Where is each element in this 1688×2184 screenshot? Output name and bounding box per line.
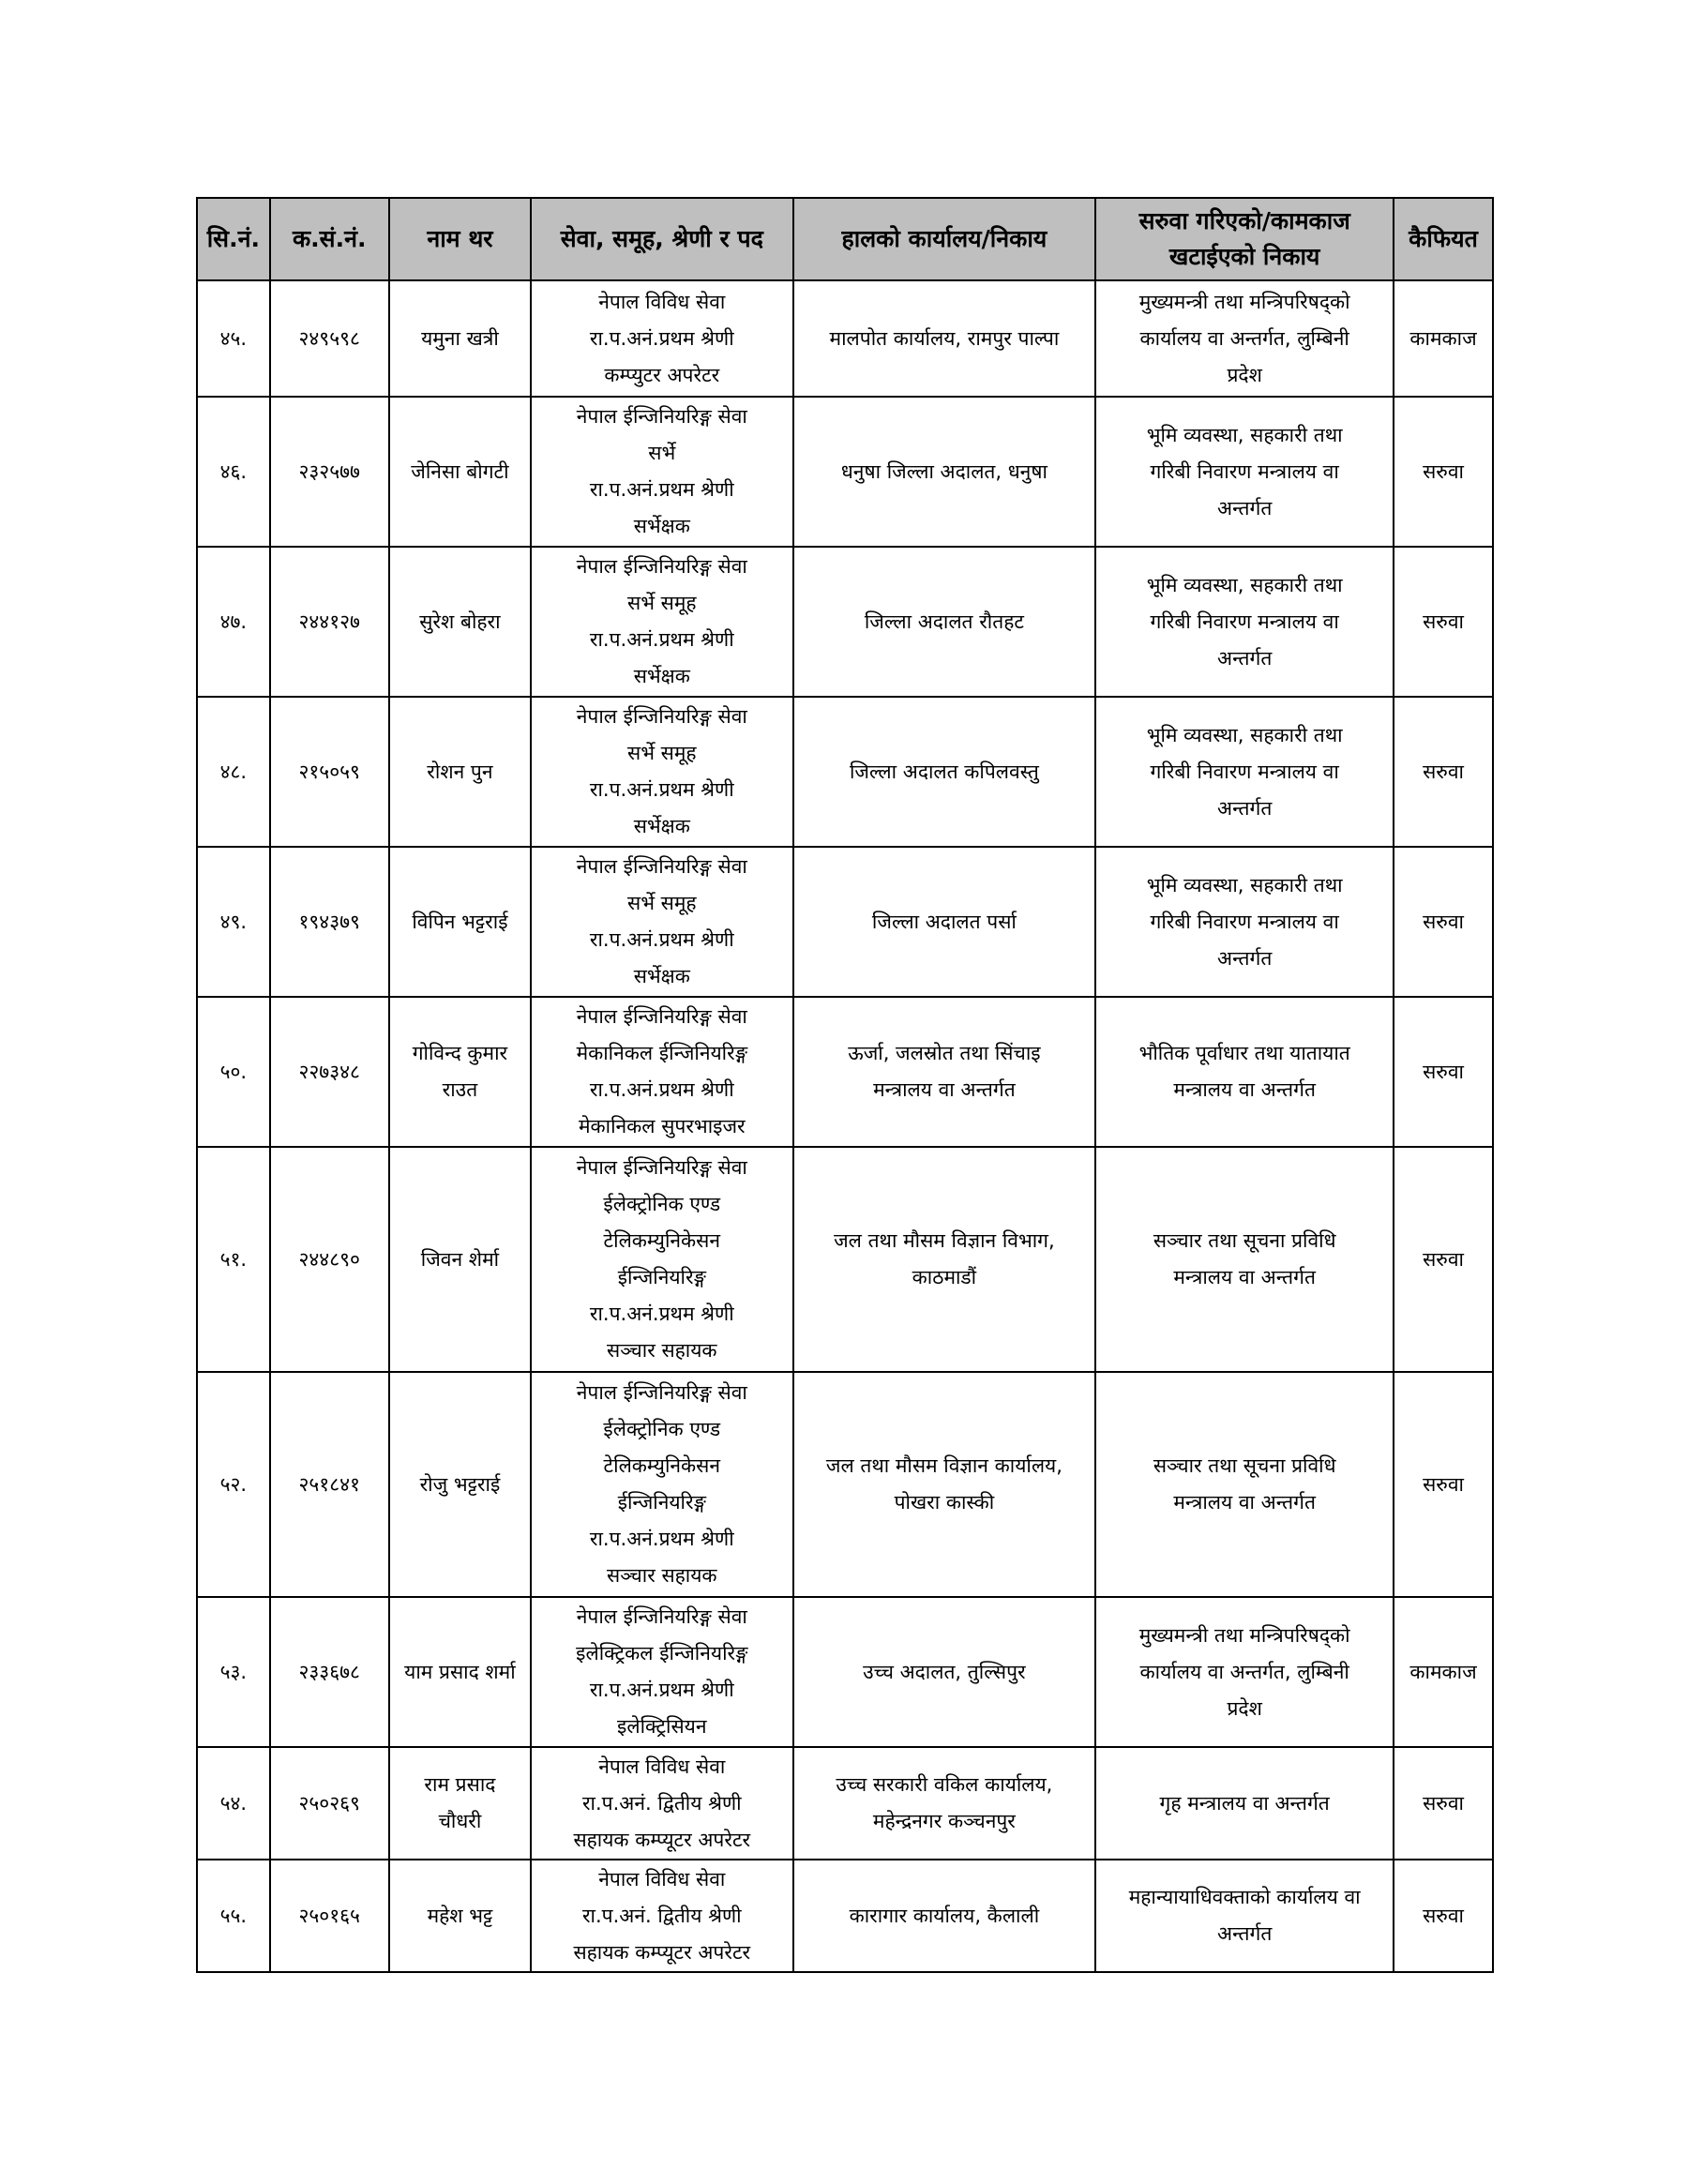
cell-current-office-line: मालपोत कार्यालय, रामपुर पाल्पा — [829, 326, 1060, 350]
table-header-row — [197, 198, 1493, 280]
cell-service-line: सर्भे समूह — [627, 592, 697, 614]
cell-remark: कामकाज — [1394, 280, 1493, 397]
transfer-table — [196, 197, 1494, 1973]
cell-code-no: २३२५७७ — [270, 397, 389, 547]
cell-service-line: नेपाल ईन्जिनियरिङ्ग सेवा — [576, 1005, 747, 1028]
cell-current-office-line: जिल्ला अदालत रौतहट — [864, 610, 1024, 633]
cell-new-office-line: भूमि व्यवस्था, सहकारी तथा — [1146, 723, 1343, 746]
cell-service-line: नेपाल ईन्जिनियरिङ्ग सेवा — [576, 1381, 747, 1404]
cell-name-line: राउत — [442, 1078, 478, 1101]
cell-service-line: रा.प.अनं.प्रथम श्रेणी — [589, 628, 734, 651]
cell-service-line: इलेक्ट्रिसियन — [617, 1715, 707, 1738]
cell-new-office-line: मुख्यमन्त्री तथा मन्त्रिपरिषद्को — [1138, 290, 1350, 313]
cell-new-office — [1095, 1860, 1394, 1972]
cell-service-line: रा.प.अनं.प्रथम श्रेणी — [589, 778, 734, 801]
header-service-group-class-post — [531, 198, 792, 280]
cell-name-line: जिवन शेर्मा — [420, 1247, 500, 1271]
cell-name — [389, 697, 531, 847]
cell-current-office-line: उच्च अदालत, तुल्सिपुर — [863, 1660, 1026, 1683]
cell-service — [531, 1147, 792, 1372]
cell-name — [389, 847, 531, 997]
cell-name — [389, 1147, 531, 1372]
cell-remark: सरुवा — [1394, 397, 1493, 547]
cell-new-office — [1095, 997, 1394, 1147]
header-code-no — [270, 198, 389, 280]
cell-new-office-line: मन्त्रालय वा अन्तर्गत — [1173, 1078, 1316, 1101]
cell-new-office-line: गरिबी निवारण मन्त्रालय वा — [1150, 459, 1339, 483]
cell-code-no: २५०२६९ — [270, 1747, 389, 1860]
cell-name-line: राम प्रसाद — [424, 1773, 496, 1796]
cell-service-line: सहायक कम्प्यूटर अपरेटर — [573, 1940, 751, 1964]
cell-name-line: रोजु भट्टराई — [419, 1472, 501, 1496]
cell-current-office-line: कारागार कार्यालय, कैलाली — [849, 1904, 1040, 1927]
table-row — [197, 280, 1493, 397]
table-row — [197, 997, 1493, 1147]
cell-current-office-line: महेन्द्रनगर कञ्चनपुर — [872, 1810, 1016, 1832]
cell-service-line: ईलेक्ट्रोनिक एण्ड — [603, 1193, 721, 1215]
cell-service — [531, 397, 792, 547]
table-row — [197, 547, 1493, 697]
cell-service-line: नेपाल ईन्जिनियरिङ्ग सेवा — [576, 555, 747, 578]
table-row — [197, 1597, 1493, 1747]
table-row — [197, 1147, 1493, 1372]
cell-service-line: नेपाल ईन्जिनियरिङ्ग सेवा — [576, 705, 747, 728]
cell-service-line: नेपाल ईन्जिनियरिङ्ग सेवा — [576, 1156, 747, 1179]
cell-name — [389, 1597, 531, 1747]
cell-new-office-line: प्रदेश — [1227, 1696, 1262, 1720]
cell-service-line: नेपाल ईन्जिनियरिङ्ग सेवा — [576, 405, 747, 428]
cell-new-office-line: सञ्चार तथा सूचना प्रविधि — [1153, 1229, 1336, 1252]
cell-new-office — [1095, 1747, 1394, 1860]
cell-name — [389, 547, 531, 697]
cell-service-line: रा.प.अनं. द्वितीय श्रेणी — [581, 1791, 742, 1815]
table-row — [197, 1372, 1493, 1597]
cell-code-no: १९४३७९ — [270, 847, 389, 997]
cell-current-office-line: जल तथा मौसम विज्ञान कार्यालय, — [825, 1454, 1063, 1477]
cell-new-office-line: सञ्चार तथा सूचना प्रविधि — [1153, 1454, 1336, 1477]
cell-service-line: सर्भेक्षक — [633, 665, 690, 687]
cell-service-line: रा.प.अनं.प्रथम श्रेणी — [589, 1679, 734, 1701]
table-row — [197, 1747, 1493, 1860]
cell-service-line: सर्भे — [648, 442, 676, 464]
cell-new-office-line: गरिबी निवारण मन्त्रालय वा — [1150, 910, 1339, 933]
header-current-office — [793, 198, 1096, 280]
cell-serial-no: ४८. — [197, 697, 270, 847]
cell-code-no: २४९५९८ — [270, 280, 389, 397]
cell-current-office — [793, 1860, 1096, 1972]
cell-new-office-line: मन्त्रालय वा अन्तर्गत — [1173, 1266, 1316, 1288]
cell-service — [531, 997, 792, 1147]
cell-code-no: २४४८९० — [270, 1147, 389, 1372]
header-text: हालको कार्यालय/निकाय — [841, 225, 1047, 252]
cell-current-office — [793, 1372, 1096, 1597]
cell-current-office — [793, 547, 1096, 697]
cell-current-office-line: जल तथा मौसम विज्ञान विभाग, — [834, 1229, 1055, 1252]
cell-name — [389, 997, 531, 1147]
cell-service-line: नेपाल ईन्जिनियरिङ्ग सेवा — [576, 855, 747, 878]
cell-remark: सरुवा — [1394, 1747, 1493, 1860]
cell-new-office-line: गृह मन्त्रालय वा अन्तर्गत — [1159, 1791, 1330, 1815]
cell-remark: सरुवा — [1394, 1372, 1493, 1597]
cell-new-office-line: भूमि व्यवस्था, सहकारी तथा — [1146, 573, 1343, 596]
cell-service-line: नेपाल विविध सेवा — [598, 1755, 726, 1778]
cell-name — [389, 280, 531, 397]
table-body — [197, 280, 1493, 1972]
header-text: क.सं.नं. — [292, 225, 367, 252]
cell-service-line: कम्प्युटर अपरेटर — [604, 363, 720, 386]
cell-new-office — [1095, 547, 1394, 697]
cell-new-office-line: प्रदेश — [1227, 363, 1262, 386]
cell-service-line: ईन्जिनियरिङ्ग — [617, 1491, 706, 1514]
cell-remark: सरुवा — [1394, 697, 1493, 847]
cell-current-office-line: उच्च सरकारी वकिल कार्यालय, — [836, 1773, 1053, 1796]
cell-service-line: रा.प.अनं.प्रथम श्रेणी — [589, 326, 734, 350]
cell-new-office-line: भौतिक पूर्वाधार तथा यातायात — [1138, 1042, 1350, 1064]
cell-remark: कामकाज — [1394, 1597, 1493, 1747]
cell-current-office — [793, 1597, 1096, 1747]
cell-new-office-line: मुख्यमन्त्री तथा मन्त्रिपरिषद्को — [1138, 1623, 1350, 1647]
cell-new-office-line: भूमि व्यवस्था, सहकारी तथा — [1146, 873, 1343, 896]
cell-new-office-line: अन्तर्गत — [1217, 796, 1273, 820]
header-transferred-office — [1095, 198, 1394, 280]
cell-name-line: विपिन भट्टराई — [412, 910, 508, 933]
cell-current-office — [793, 397, 1096, 547]
cell-name-line: जेनिसा बोगटी — [411, 459, 509, 483]
cell-remark: सरुवा — [1394, 547, 1493, 697]
cell-name-line: यमुना खत्री — [421, 326, 499, 350]
cell-name-line: याम प्रसाद शर्मा — [404, 1660, 516, 1683]
cell-service-line: टेलिकम्युनिकेसन — [603, 1454, 721, 1477]
cell-service — [531, 280, 792, 397]
header-text: नाम थर — [427, 225, 493, 252]
cell-current-office-line: ऊर्जा, जलस्रोत तथा सिंचाइ — [848, 1042, 1041, 1064]
header-text: सि.नं. — [206, 225, 260, 252]
cell-service-line: रा.प.अनं.प्रथम श्रेणी — [589, 1303, 734, 1325]
cell-new-office-line: कार्यालय वा अन्तर्गत, लुम्बिनी — [1139, 326, 1349, 350]
cell-name — [389, 1372, 531, 1597]
cell-service-line: सर्भे समूह — [627, 742, 697, 764]
cell-remark: सरुवा — [1394, 1147, 1493, 1372]
cell-service-line: नेपाल विविध सेवा — [598, 1867, 726, 1890]
cell-service-line: रा.प.अनं.प्रथम श्रेणी — [589, 928, 734, 951]
cell-new-office — [1095, 397, 1394, 547]
cell-code-no: २२७३४८ — [270, 997, 389, 1147]
cell-serial-no: ४५. — [197, 280, 270, 397]
cell-service-line: रा.प.अनं.प्रथम श्रेणी — [589, 478, 734, 501]
cell-new-office — [1095, 847, 1394, 997]
cell-service-line: सर्भे समूह — [627, 892, 697, 914]
cell-service-line: रा.प.अनं.प्रथम श्रेणी — [589, 1528, 734, 1550]
cell-current-office — [793, 1147, 1096, 1372]
cell-new-office — [1095, 697, 1394, 847]
cell-new-office-line: भूमि व्यवस्था, सहकारी तथा — [1146, 423, 1343, 446]
header-text: सरुवा गरिएको/कामकाज — [1138, 207, 1350, 234]
cell-serial-no: ४९. — [197, 847, 270, 997]
cell-service-line: इलेक्ट्रिकल ईन्जिनियरिङ्ग — [576, 1642, 748, 1664]
cell-name-line: महेश भट्ट — [427, 1904, 493, 1927]
cell-new-office-line: महान्यायाधिवक्ताको कार्यालय वा — [1128, 1886, 1361, 1908]
cell-new-office-line: अन्तर्गत — [1217, 496, 1273, 520]
cell-new-office-line: गरिबी निवारण मन्त्रालय वा — [1150, 760, 1339, 783]
cell-name — [389, 1860, 531, 1972]
cell-new-office — [1095, 1372, 1394, 1597]
cell-current-office-line: काठमाडौं — [912, 1266, 977, 1288]
cell-serial-no: ५५. — [197, 1860, 270, 1972]
cell-code-no: २५०१६५ — [270, 1860, 389, 1972]
table-row — [197, 697, 1493, 847]
cell-new-office-line: कार्यालय वा अन्तर्गत, लुम्बिनी — [1139, 1660, 1349, 1683]
cell-code-no: २५१८४१ — [270, 1372, 389, 1597]
cell-service — [531, 547, 792, 697]
cell-service-line: रा.प.अनं. द्वितीय श्रेणी — [581, 1904, 742, 1927]
cell-name-line: रोशन पुन — [427, 760, 493, 783]
cell-new-office-line: अन्तर्गत — [1217, 946, 1273, 970]
cell-name — [389, 397, 531, 547]
cell-new-office — [1095, 280, 1394, 397]
cell-serial-no: ४७. — [197, 547, 270, 697]
cell-service-line: नेपाल विविध सेवा — [598, 290, 726, 313]
cell-name-line: चौधरी — [438, 1810, 482, 1832]
cell-service — [531, 697, 792, 847]
table-row — [197, 847, 1493, 997]
cell-service-line: सर्भेक्षक — [633, 815, 690, 837]
cell-remark: सरुवा — [1394, 1860, 1493, 1972]
cell-new-office-line: अन्तर्गत — [1217, 1922, 1273, 1945]
cell-service — [531, 1372, 792, 1597]
header-text: सेवा, समूह, श्रेणी र पद — [560, 225, 763, 252]
cell-serial-no: ५१. — [197, 1147, 270, 1372]
header-serial-no — [197, 198, 270, 280]
cell-new-office-line: गरिबी निवारण मन्त्रालय वा — [1150, 610, 1339, 633]
cell-current-office — [793, 1747, 1096, 1860]
cell-remark: सरुवा — [1394, 847, 1493, 997]
cell-current-office-line: धनुषा जिल्ला अदालत, धनुषा — [840, 459, 1047, 483]
cell-remark: सरुवा — [1394, 997, 1493, 1147]
cell-service-line: सर्भेक्षक — [633, 965, 690, 987]
cell-name-line: गोविन्द कुमार — [412, 1042, 508, 1064]
header-text: कैफियत — [1409, 225, 1478, 252]
cell-current-office — [793, 997, 1096, 1147]
cell-service — [531, 1860, 792, 1972]
cell-current-office-line: पोखरा कास्की — [894, 1491, 995, 1514]
cell-current-office-line: जिल्ला अदालत कपिलवस्तु — [849, 760, 1039, 783]
cell-service-line: सहायक कम्प्यूटर अपरेटर — [573, 1828, 751, 1851]
cell-service-line: सञ्चार सहायक — [607, 1564, 717, 1587]
cell-new-office-line: मन्त्रालय वा अन्तर्गत — [1173, 1491, 1316, 1514]
cell-name — [389, 1747, 531, 1860]
cell-name-line: सुरेश बोहरा — [419, 610, 501, 633]
cell-service-line: रा.प.अनं.प्रथम श्रेणी — [589, 1078, 734, 1101]
cell-service-line: टेलिकम्युनिकेसन — [603, 1229, 721, 1252]
cell-service — [531, 1747, 792, 1860]
cell-new-office-line: अन्तर्गत — [1217, 646, 1273, 670]
header-remarks — [1394, 198, 1493, 280]
header-text: खटाईएको निकाय — [1168, 243, 1320, 270]
cell-serial-no: ४६. — [197, 397, 270, 547]
header-name — [389, 198, 531, 280]
cell-current-office — [793, 847, 1096, 997]
cell-service — [531, 1597, 792, 1747]
cell-serial-no: ५३. — [197, 1597, 270, 1747]
cell-service-line: सर्भेक्षक — [633, 515, 690, 537]
cell-service-line: मेकानिकल ईन्जिनियरिङ्ग — [576, 1042, 748, 1064]
cell-new-office — [1095, 1147, 1394, 1372]
cell-current-office — [793, 697, 1096, 847]
cell-service-line: सञ्चार सहायक — [607, 1339, 717, 1362]
cell-current-office-line: मन्त्रालय वा अन्तर्गत — [873, 1078, 1016, 1101]
cell-serial-no: ५०. — [197, 997, 270, 1147]
table-row — [197, 397, 1493, 547]
cell-code-no: २१५०५९ — [270, 697, 389, 847]
cell-code-no: २४४१२७ — [270, 547, 389, 697]
cell-service-line: ईलेक्ट्रोनिक एण्ड — [603, 1418, 721, 1440]
cell-service-line: नेपाल ईन्जिनियरिङ्ग सेवा — [576, 1605, 747, 1628]
table-row — [197, 1860, 1493, 1972]
cell-serial-no: ५२. — [197, 1372, 270, 1597]
cell-current-office — [793, 280, 1096, 397]
cell-service-line: मेकानिकल सुपरभाइजर — [578, 1115, 746, 1137]
cell-current-office-line: जिल्ला अदालत पर्सा — [871, 910, 1017, 933]
cell-service-line: ईन्जिनियरिङ्ग — [617, 1266, 706, 1288]
cell-service — [531, 847, 792, 997]
cell-serial-no: ५४. — [197, 1747, 270, 1860]
cell-new-office — [1095, 1597, 1394, 1747]
cell-code-no: २३३६७८ — [270, 1597, 389, 1747]
